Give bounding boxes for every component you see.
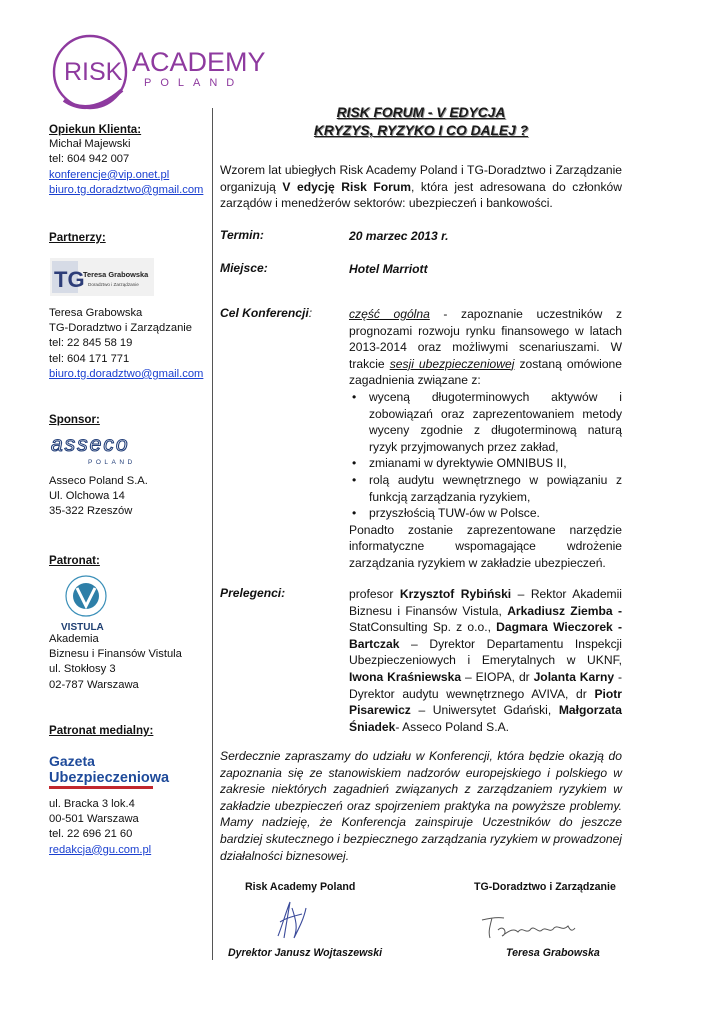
- list-item: • przyszłością TUW-ów w Polsce.: [349, 505, 622, 522]
- opiekun-name: Michał Majewski: [49, 138, 131, 151]
- cel-label-wrap: [220, 306, 312, 321]
- signature-grabowska: [480, 912, 576, 942]
- tg-logo-name: Teresa Grabowska: [83, 270, 149, 279]
- media-tel: tel. 22 696 21 60: [49, 828, 133, 841]
- opiekun-section: [49, 122, 203, 198]
- prelegenci-text: StatConsulting Sp. z o.o.,: [349, 620, 497, 635]
- cel-czesc-ogolna: część ogólna: [349, 307, 430, 321]
- patronat-line4: 02-787 Warszawa: [49, 678, 139, 691]
- signature-org-right: TG-Doradztwo i Zarządzanie: [474, 881, 616, 893]
- cel-bullet-list: [349, 389, 622, 522]
- tg-logo-sub: Doradztwo i Zarządzanie: [88, 282, 139, 287]
- patronat-medialny-section: [49, 797, 151, 858]
- logo-risk-text: RISK: [64, 58, 123, 86]
- prelegenci-text: – EIOPA,: [461, 669, 519, 684]
- vertical-divider: [212, 108, 213, 960]
- main-content: [220, 104, 623, 863]
- patronat-medialny-heading: Patronat medialny:: [49, 724, 154, 737]
- cel-paragraph2: Ponadto zostanie zaprezentowane narzędzie informatyczne wspomagające wdrożenie zarządzania ryzykiem w zakładzie ubezpieczeń.: [349, 522, 622, 570]
- media-street: ul. Bracka 3 lok.4: [49, 798, 135, 810]
- intro-bold: V edycję Risk Forum: [282, 179, 411, 194]
- logo-poland-text: POLAND: [144, 77, 244, 89]
- sponsor-city: 35-322 Rzeszów: [49, 505, 133, 518]
- cel-label-colon: :: [308, 306, 313, 320]
- vistula-logo: [58, 574, 114, 632]
- list-item: • zmianami w dyrektywie OMNIBUS II,: [349, 455, 622, 472]
- cel-content: [349, 306, 622, 572]
- miejsce-value: Hotel Marriott: [349, 262, 428, 276]
- patronat-medialny-heading-wrap: [49, 723, 153, 738]
- media-email-link[interactable]: redakcja@gu.com.pl: [49, 843, 152, 856]
- patronat-section: [49, 632, 182, 693]
- opiekun-email-link[interactable]: konferencje@vip.onet.pl: [49, 168, 170, 181]
- prelegenci-content: [349, 586, 622, 735]
- speaker-name: Iwona Kraśniewska: [349, 669, 462, 684]
- asseco-logo-sub: POLAND: [88, 459, 136, 466]
- patronat-heading-wrap: [49, 553, 100, 568]
- vistula-logo-text: VISTULA: [61, 622, 104, 633]
- signature-org-left: Risk Academy Poland: [245, 881, 356, 893]
- intro-paragraph: [220, 162, 622, 212]
- speaker-name: Małgorzata Śniadek: [349, 703, 622, 734]
- title-line2: KRYZYS, RYZYKO I CO DALEJ ?: [313, 123, 529, 138]
- prelegenci-label: Prelegenci:: [220, 586, 286, 600]
- list-item: • rolą audytu wewnętrznego w powiązaniu z funkcją zarządzania ryzykiem,: [349, 472, 622, 505]
- partnerzy-section: [49, 306, 203, 382]
- partner-company: TG-Doradztwo i Zarządzanie: [49, 322, 193, 335]
- termin-value: 20 marzec 2013 r.: [349, 229, 449, 243]
- closing-paragraph: Serdecznie zapraszamy do udziału w Konferencji, która będzie okazją do zapoznania się ze stanowiskiem nadzorów europejskiego i polskiego w zakresie niektórych zagadnień związanych z zarządzaniem ryzykiem w zakładzie ubezpieczeń oraz spojrzeniem praktyka na powyższe problemy. Mamy nadzieję, że Konferencja zainspiruje Uczestników do jeszcze bardziej skutecznego i bezpiecznego zarządzania ryzykiem w prowadzonej działalności biznesowej.: [220, 749, 622, 863]
- patronat-line1: Akademia: [49, 633, 99, 645]
- title-line1: RISK FORUM - V EDYCJA: [336, 105, 506, 120]
- miejsce-label: Miejsce:: [220, 261, 268, 275]
- prelegenci-text: – Dyrektor Departamentu Inspekcji Ubezpieczeniowych i Emerytalnych w UKNF,: [349, 636, 622, 668]
- prelegenci-text: - Asseco Poland S.A.: [395, 719, 509, 734]
- sponsor-street: Ul. Olchowa 14: [49, 490, 125, 503]
- patronat-heading: Patronat:: [49, 554, 100, 567]
- cel-paragraph: [349, 306, 622, 389]
- termin-label: Termin:: [220, 228, 264, 242]
- gazeta-logo-line1: Gazeta: [49, 753, 95, 769]
- partner-email-link[interactable]: biuro.tg.doradztwo@gmail.com: [49, 367, 204, 380]
- prelegenci-text: – Uniwersytet Gdański,: [410, 703, 559, 718]
- gazeta-ubezpieczeniowa-logo: [48, 752, 170, 794]
- prelegenci-text: – Rektor Akademii Biznesu i Finansów Vistula,: [349, 587, 622, 618]
- speaker-name: Arkadiusz Ziemba -: [507, 603, 622, 618]
- signature-name-right: Teresa Grabowska: [506, 947, 600, 959]
- cel-text1: - zapoznanie uczestników z prognozami rozwoju rynku finansowego w latach 2013-2014 oraz możliwymi scenariuszami. W trakcie: [349, 307, 623, 371]
- partnerzy-heading: Partnerzy:: [49, 231, 106, 244]
- asseco-logo-text: asseco: [51, 433, 130, 456]
- svg-text:TG: TG: [54, 267, 85, 292]
- partner-name: Teresa Grabowska: [49, 307, 143, 319]
- partner-tel1: tel: 22 845 58 19: [49, 337, 133, 350]
- sponsor-name: Asseco Poland S.A.: [49, 475, 148, 487]
- prelegenci-text: - Dyrektor audytu wewnętrznego AVIVA, dr: [349, 669, 623, 701]
- sponsor-section: [49, 474, 148, 520]
- speaker-name: Jolanta Karny: [533, 669, 615, 684]
- cel-label: Cel Konferencji: [220, 306, 309, 320]
- logo-academy-text: ACADEMY: [132, 47, 266, 77]
- media-city: 00-501 Warszawa: [49, 813, 139, 826]
- prelegenci-text: dr: [518, 669, 534, 684]
- intro-text-a: Wzorem lat ubiegłych Risk Academy Poland i TG-Doradztwo i Zarządzanie organizują: [220, 163, 622, 194]
- tg-logo: [50, 258, 154, 296]
- list-item: • wyceną długoterminowych aktywów i zobowiązań oraz zaprezentowaniem metody wyceny zgodnie z długoterminową naturą ryzyk przyjmowanych przez zakład,: [349, 389, 622, 455]
- opiekun-heading: Opiekun Klienta:: [49, 123, 142, 136]
- signature-name-left: Dyrektor Janusz Wojtaszewski: [228, 947, 383, 959]
- sponsor-heading-wrap: [49, 412, 100, 427]
- opiekun-email2-link[interactable]: biuro.tg.doradztwo@gmail.com: [49, 183, 204, 196]
- gazeta-logo-line2: Ubezpieczeniowa: [49, 770, 170, 786]
- partner-tel2: tel: 604 171 771: [49, 352, 130, 365]
- prelegenci-text: profesor: [349, 587, 400, 601]
- speaker-name: Dagmara Wieczorek - Bartczak: [349, 620, 622, 651]
- intro-text-b: , która jest adresowana do członków zarządów i menedżerów sektorów: ubezpieczeń i bankowości.: [220, 179, 623, 211]
- asseco-logo: [50, 433, 176, 466]
- signature-wojtaszewski: [272, 898, 310, 942]
- risk-academy-logo: [50, 32, 266, 112]
- speaker-name: Piotr Pisarewicz: [349, 686, 622, 718]
- opiekun-tel: tel: 604 942 007: [49, 153, 130, 166]
- speaker-name: Krzysztof Rybiński: [399, 587, 512, 601]
- cel-text2: zostaną omówione zagadnienia związane z:: [349, 356, 622, 388]
- partnerzy-heading-wrap: [49, 230, 106, 245]
- cel-sesja-ubezpieczeniowa: sesji ubezpieczeniowej: [389, 356, 515, 371]
- patronat-line2: Biznesu i Finansów Vistula: [49, 648, 182, 661]
- patronat-line3: ul. Stokłosy 3: [49, 663, 116, 676]
- sponsor-heading: Sponsor:: [49, 413, 100, 426]
